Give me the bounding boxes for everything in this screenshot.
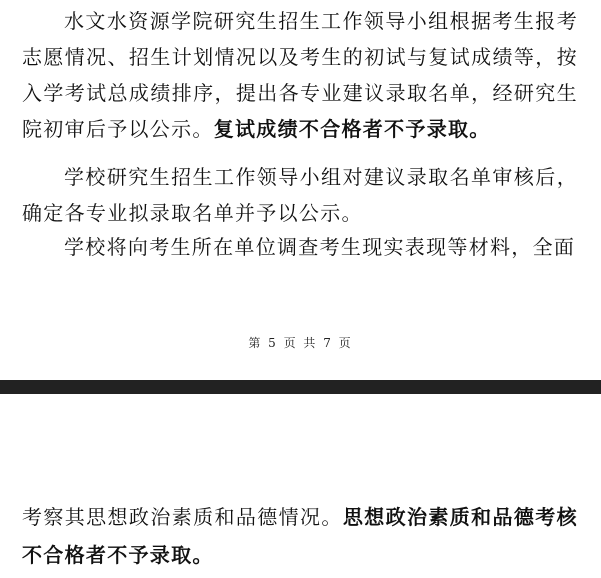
- retest-failure-notice: 复试成绩不合格者不予录取。: [213, 117, 491, 141]
- paragraph-political-review: [22, 498, 578, 574]
- political-failure-notice: 思想政治素质和品德考核不合格者不予录取。: [22, 505, 578, 567]
- paragraph-admission-list-text: 水文水资源学院研究生招生工作领导小组根据考生报考志愿情况、招生计划情况以及考生的初试与复试成绩等，按入学考试总成绩排序，提出各专业建议录取名单，经研究生院初审后予以公示。: [22, 9, 578, 141]
- document-page-6: [0, 394, 601, 578]
- page-separator: [0, 380, 601, 394]
- paragraph-final-list: 学校研究生招生工作领导小组对建议录取名单审核后，确定各专业拟录取名单并予以公示。: [22, 165, 578, 225]
- page-number-footer: 第 5 页 共 7 页: [248, 336, 353, 350]
- paragraph-political-review-text: 考察其思想政治素质和品德情况。: [22, 505, 343, 529]
- paragraph-admission-list: [22, 3, 578, 147]
- paragraph-background-check: 学校将向考生所在单位调查考生现实表现等材料，全面: [64, 235, 576, 259]
